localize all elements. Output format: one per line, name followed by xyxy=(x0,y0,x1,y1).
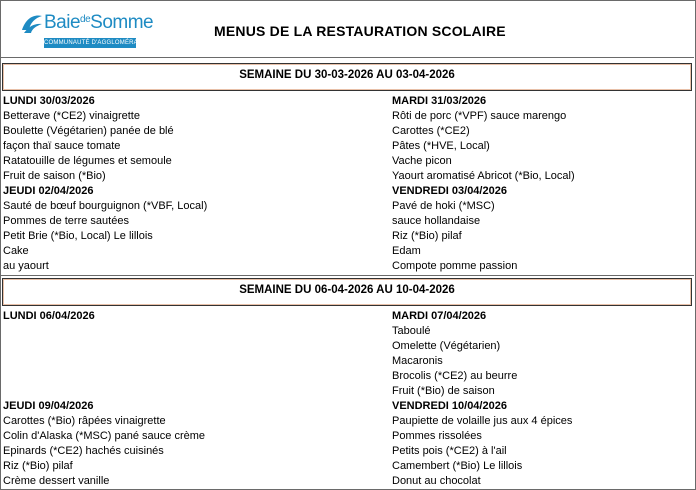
menu-item: Pâtes (*HVE, Local) xyxy=(392,140,490,152)
menu-item: Boulette (Végétarien) panée de blé xyxy=(3,125,174,137)
day-title: MARDI 31/03/2026 xyxy=(392,95,487,107)
menu-item: Paupiette de volaille jus aux 4 épices xyxy=(392,415,573,427)
menu-item: Carottes (*Bio) râpées vinaigrette xyxy=(3,415,166,427)
menu-item: Sauté de bœuf bourguignon (*VBF, Local) xyxy=(3,200,208,212)
day-title: JEUDI 02/04/2026 xyxy=(3,185,94,197)
day-title: LUNDI 30/03/2026 xyxy=(3,95,95,107)
day-block-mardi xyxy=(392,94,575,184)
header xyxy=(0,0,694,56)
week-label: SEMAINE DU 30-03-2026 AU 03-04-2026 xyxy=(239,69,455,81)
menu-item: Omelette (Végétarien) xyxy=(392,340,501,352)
menu-item: au yaourt xyxy=(3,260,49,272)
menu-item: Taboulé xyxy=(392,325,431,337)
menu-item: Donut au chocolat xyxy=(392,475,481,487)
day-block-lundi xyxy=(3,309,95,324)
menu-item: Cake xyxy=(3,245,29,257)
week-divider xyxy=(0,275,694,276)
menu-item: Pommes de terre sautées xyxy=(3,215,129,227)
menu-item: Epinards (*CE2) hachés cuisinés xyxy=(3,445,164,457)
menu-item: façon thaï sauce tomate xyxy=(3,140,121,152)
menu-item: Camembert (*Bio) Le lillois xyxy=(392,460,523,472)
day-title: VENDREDI 03/04/2026 xyxy=(392,185,507,197)
menu-item: Brocolis (*CE2) au beurre xyxy=(392,370,518,382)
wave-icon xyxy=(20,10,44,36)
logo-wordmark: Baie$^{de}$Somme xyxy=(44,12,154,33)
menu-item: Yaourt aromatisé Abricot (*Bio, Local) xyxy=(392,170,575,182)
baie-de-somme-logo xyxy=(20,10,154,54)
menu-item: Compote pomme passion xyxy=(392,260,518,272)
menu-item: Riz (*Bio) pilaf xyxy=(392,230,462,242)
menu-item: Pommes rissolées xyxy=(392,430,482,442)
logo-tagline: COMMUNAUTÉ D'AGGLOMÉRATION xyxy=(44,40,153,46)
menu-item: Ratatouille de légumes et semoule xyxy=(3,155,172,167)
menu-item: Riz (*Bio) pilaf xyxy=(3,460,73,472)
day-block-vendredi xyxy=(392,399,572,489)
page-title: MENUS DE LA RESTAURATION SCOLAIRE xyxy=(214,23,506,39)
menu-item: Colin d'Alaska (*MSC) pané sauce crème xyxy=(3,430,206,442)
menu-item: Fruit de saison (*Bio) xyxy=(3,170,106,182)
week-label: SEMAINE DU 06-04-2026 AU 10-04-2026 xyxy=(239,284,455,296)
menu-item: Pavé de hoki (*MSC) xyxy=(392,200,495,212)
menu-item: Petits pois (*CE2) à l'ail xyxy=(392,445,507,457)
menu-item: Edam xyxy=(392,245,421,257)
day-title: VENDREDI 10/04/2026 xyxy=(392,400,507,412)
day-title: JEUDI 09/04/2026 xyxy=(3,400,94,412)
menu-item: Betterave (*CE2) vinaigrette xyxy=(3,110,140,122)
day-block-jeudi xyxy=(3,184,207,274)
day-block-lundi xyxy=(3,94,174,184)
menu-item: Rôti de porc (*VPF) sauce marengo xyxy=(392,110,567,122)
menu-item: Vache picon xyxy=(392,155,452,167)
menu-item: Petit Brie (*Bio, Local) Le lillois xyxy=(3,230,153,242)
day-block-vendredi xyxy=(392,184,517,274)
day-block-jeudi xyxy=(3,399,205,489)
day-title: LUNDI 06/04/2026 xyxy=(3,310,95,322)
menu-item: Carottes (*CE2) xyxy=(392,125,470,137)
header-divider xyxy=(0,57,694,58)
menu-item: Crème dessert vanille xyxy=(3,475,110,487)
menu-item: Fruit (*Bio) de saison xyxy=(392,385,495,397)
day-title: MARDI 07/04/2026 xyxy=(392,310,487,322)
week-band xyxy=(2,63,692,91)
day-block-mardi xyxy=(392,309,517,399)
menu-item: Macaronis xyxy=(392,355,443,367)
menu-item: sauce hollandaise xyxy=(392,215,481,227)
week-band xyxy=(2,278,692,306)
